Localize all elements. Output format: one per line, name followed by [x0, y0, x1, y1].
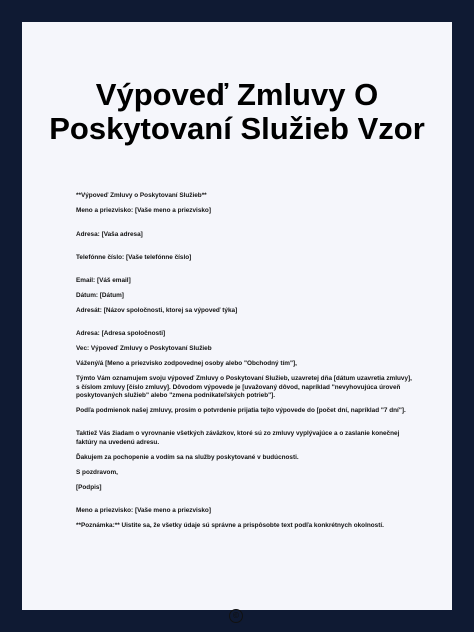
- salutation-line: Vážený/á [Meno a priezvisko zodpovednej osoby alebo "Obchodný tím"],: [76, 360, 297, 367]
- title-line-1: Výpoveď Zmluvy O: [95, 77, 379, 112]
- title-line-2: Poskytovaní Služieb Vzor: [49, 111, 425, 146]
- heading-line: **Výpoveď Zmluvy o Poskytovaní Služieb**: [76, 192, 207, 199]
- signature-line: [Podpis]: [76, 484, 102, 491]
- document-title: [22, 78, 452, 146]
- signer-name-line: Meno a priezvisko: [Vaše meno a priezvisko]: [76, 507, 211, 514]
- note-line: **Poznámka:** Uistite sa, že všetky údaje sú správne a prispôsobte text podľa konkrétnych okolností.: [76, 522, 384, 529]
- phone-line: Telefónne číslo: [Vaše telefónne číslo]: [76, 254, 192, 261]
- document-page: [22, 22, 452, 620]
- recipient-line: Adresát: [Názov spoločnosti, ktorej sa výpoveď týka]: [76, 307, 238, 314]
- copyright-icon: ©: [229, 609, 243, 623]
- company-address-line: Adresa: [Adresa spoločnosti]: [76, 330, 166, 337]
- name-line: Meno a priezvisko: [Vaše meno a priezvisko]: [76, 207, 211, 214]
- thanks-line: Ďakujem za pochopenie a vodím sa na služby poskytované v budúcnosti.: [76, 454, 299, 461]
- closing-line: S pozdravom,: [76, 469, 118, 476]
- address-line: Adresa: [Vaša adresa]: [76, 231, 143, 238]
- date-line: Dátum: [Dátum]: [76, 292, 124, 299]
- settlement-paragraph: Taktiež Vás žiadam o vyrovnanie všetkých záväzkov, ktoré sú zo zmluvy vyplývajúce a o zaslanie konečnej faktúry na uvedenú adresu.: [76, 430, 400, 446]
- subject-line: Vec: Výpoveď Zmluvy o Poskytovaní Služieb: [76, 345, 212, 352]
- notice-paragraph: Týmto Vám oznamujem svoju výpoveď Zmluvy o Poskytovaní Služieb, uzavretej dňa [dátum uzavretia zmluvy], s číslom zmluvy [číslo zmluvy]. Dôvodom výpovede je [uvažovaný dôvod, napríklad "nevyhovujúca úroveň poskytovaných služieb" alebo "zmena podnikateľských potrieb"].: [76, 375, 412, 400]
- email-line: Email: [Váš email]: [76, 277, 131, 284]
- confirmation-paragraph: Podľa podmienok našej zmluvy, prosím o potvrdenie prijatia tejto výpovede do [počet dní, napríklad "7 dní"].: [76, 407, 406, 414]
